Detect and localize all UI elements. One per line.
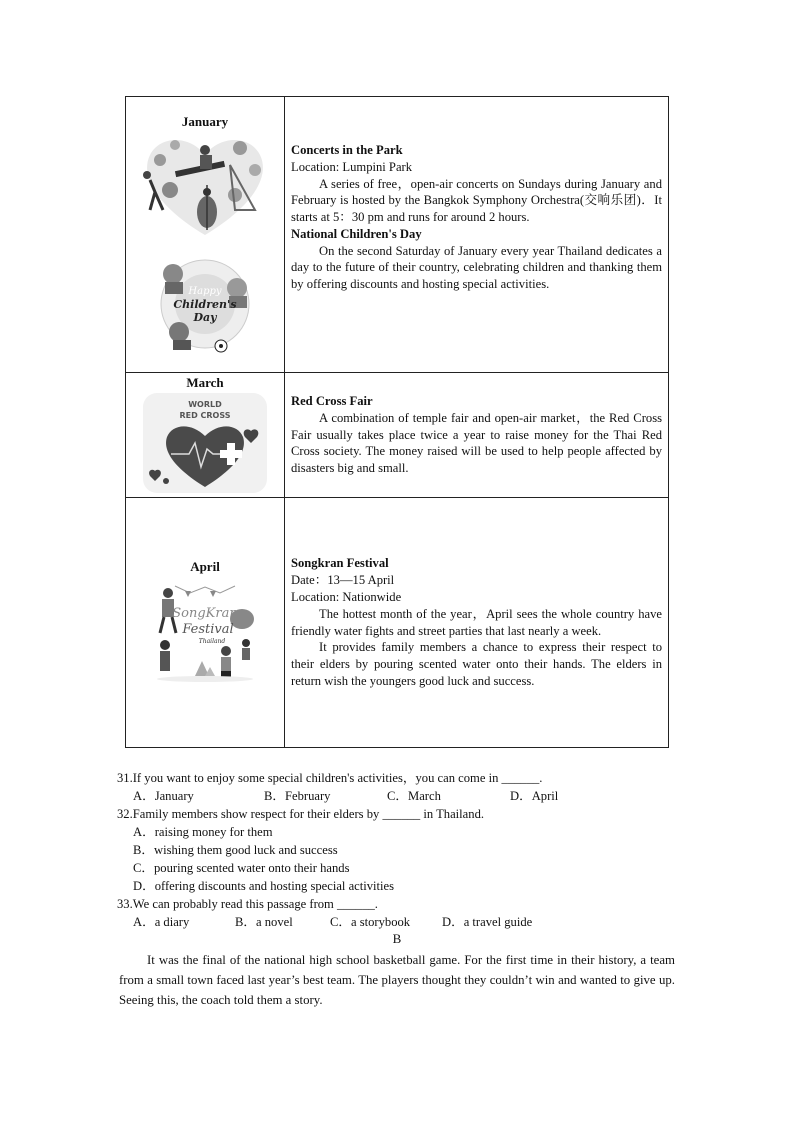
table-row-march [126, 373, 669, 498]
events-cell-january [285, 97, 669, 373]
month-cell-april [126, 498, 285, 748]
svg-text:Festival: Festival [182, 622, 234, 637]
passage-b [119, 950, 675, 1010]
section-heading-b: B [392, 931, 402, 946]
event-title: Red Cross Fair [291, 394, 373, 408]
svg-text:Happy: Happy [188, 285, 222, 297]
svg-text:Day: Day [193, 310, 217, 324]
options-row [117, 787, 677, 805]
table-row-january [126, 97, 669, 373]
event-title: National Children's Day [291, 226, 422, 241]
month-cell-march [126, 373, 285, 498]
svg-text:WORLD: WORLD [188, 400, 222, 409]
option-c: C．pouring scented water onto their hands [133, 861, 350, 875]
svg-text:Children's: Children's [173, 297, 237, 311]
event-description: The hottest month of the year，April sees the whole country have friendly water fights and street parties that last nearly a week. [291, 606, 662, 638]
question-stem: 33.We can probably read this passage from ______. [117, 897, 378, 911]
event-date: Date：13—15 April [291, 573, 395, 588]
svg-text:Thailand: Thailand [198, 638, 226, 645]
question-stem: 31.If you want to enjoy some special children's activities，you can come in ______. [117, 771, 543, 785]
option-c: C．a storybook [330, 915, 411, 929]
svg-text:RED CROSS: RED CROSS [179, 411, 231, 420]
question-stem: 32.Family members show respect for their elders by ______ in Thailand. [117, 807, 485, 821]
month-cell-january [126, 97, 285, 373]
concert-illustration-icon [135, 130, 275, 240]
option-b: B．wishing them good luck and success [133, 843, 338, 857]
events-cell-march [285, 373, 669, 498]
event-title: Songkran Festival [291, 556, 389, 571]
happy-childrens-day-illustration-icon [145, 246, 265, 356]
month-label: April [190, 559, 220, 574]
event-description: On the second Saturday of January every year Thailand dedicates a day to the future of their country, celebrating children and thanking them by offering discounts and hosting special activities. [291, 243, 662, 292]
option-a: A．a diary [133, 915, 190, 929]
month-label: March [186, 375, 224, 390]
question-31 [117, 769, 677, 805]
option-b: B．a novel [235, 915, 293, 929]
option-d: D．April [510, 789, 559, 803]
events-cell-april [285, 498, 669, 748]
option-d: D．a travel guide [442, 915, 533, 929]
world-red-cross-heart-icon [141, 391, 269, 495]
question-32 [117, 805, 677, 895]
event-location: Location: Nationwide [291, 589, 402, 604]
events-table [125, 96, 669, 748]
svg-text:SongKran: SongKran [172, 606, 238, 621]
option-c: C．March [387, 789, 441, 803]
event-description: It provides family members a chance to express their respect to their elders by pouring scented water onto their hands. The elders in return wish the youngers good luck and success. [291, 640, 662, 688]
option-d: D．offering discounts and hosting special activities [133, 879, 395, 893]
event-title: Concerts in the Park [291, 142, 403, 157]
songkran-festival-illustration-icon [150, 581, 260, 686]
month-label: January [181, 113, 229, 129]
table-row-april [126, 498, 669, 748]
event-description: A series of free，open-air concerts on Sundays during January and February is hosted by the Bangkok Symphony Orchestra(交响乐团)．It starts at 5：30 pm and runs for around 2 hours. [291, 176, 662, 225]
option-a: A．raising money for them [133, 825, 273, 839]
event-description: A combination of temple fair and open-air market，the Red Cross Fair usually takes place twice a year to raise money for the Thai Red Cross society. The money raised will be used to help people affected by disasters big and small. [291, 410, 662, 476]
passage-paragraph: It was the final of the national high school basketball game. For the first time in their history, a team from a small town faced last year’s best team. The players thought they couldn’t win and wanted to give up. Seeing this, the coach told them a story. [119, 953, 675, 1007]
options-row [117, 913, 677, 931]
questions-section [117, 769, 677, 931]
event-location: Location: Lumpini Park [291, 159, 413, 174]
question-33 [117, 895, 677, 931]
option-b: B．February [264, 789, 331, 803]
option-a: A．January [133, 789, 194, 803]
